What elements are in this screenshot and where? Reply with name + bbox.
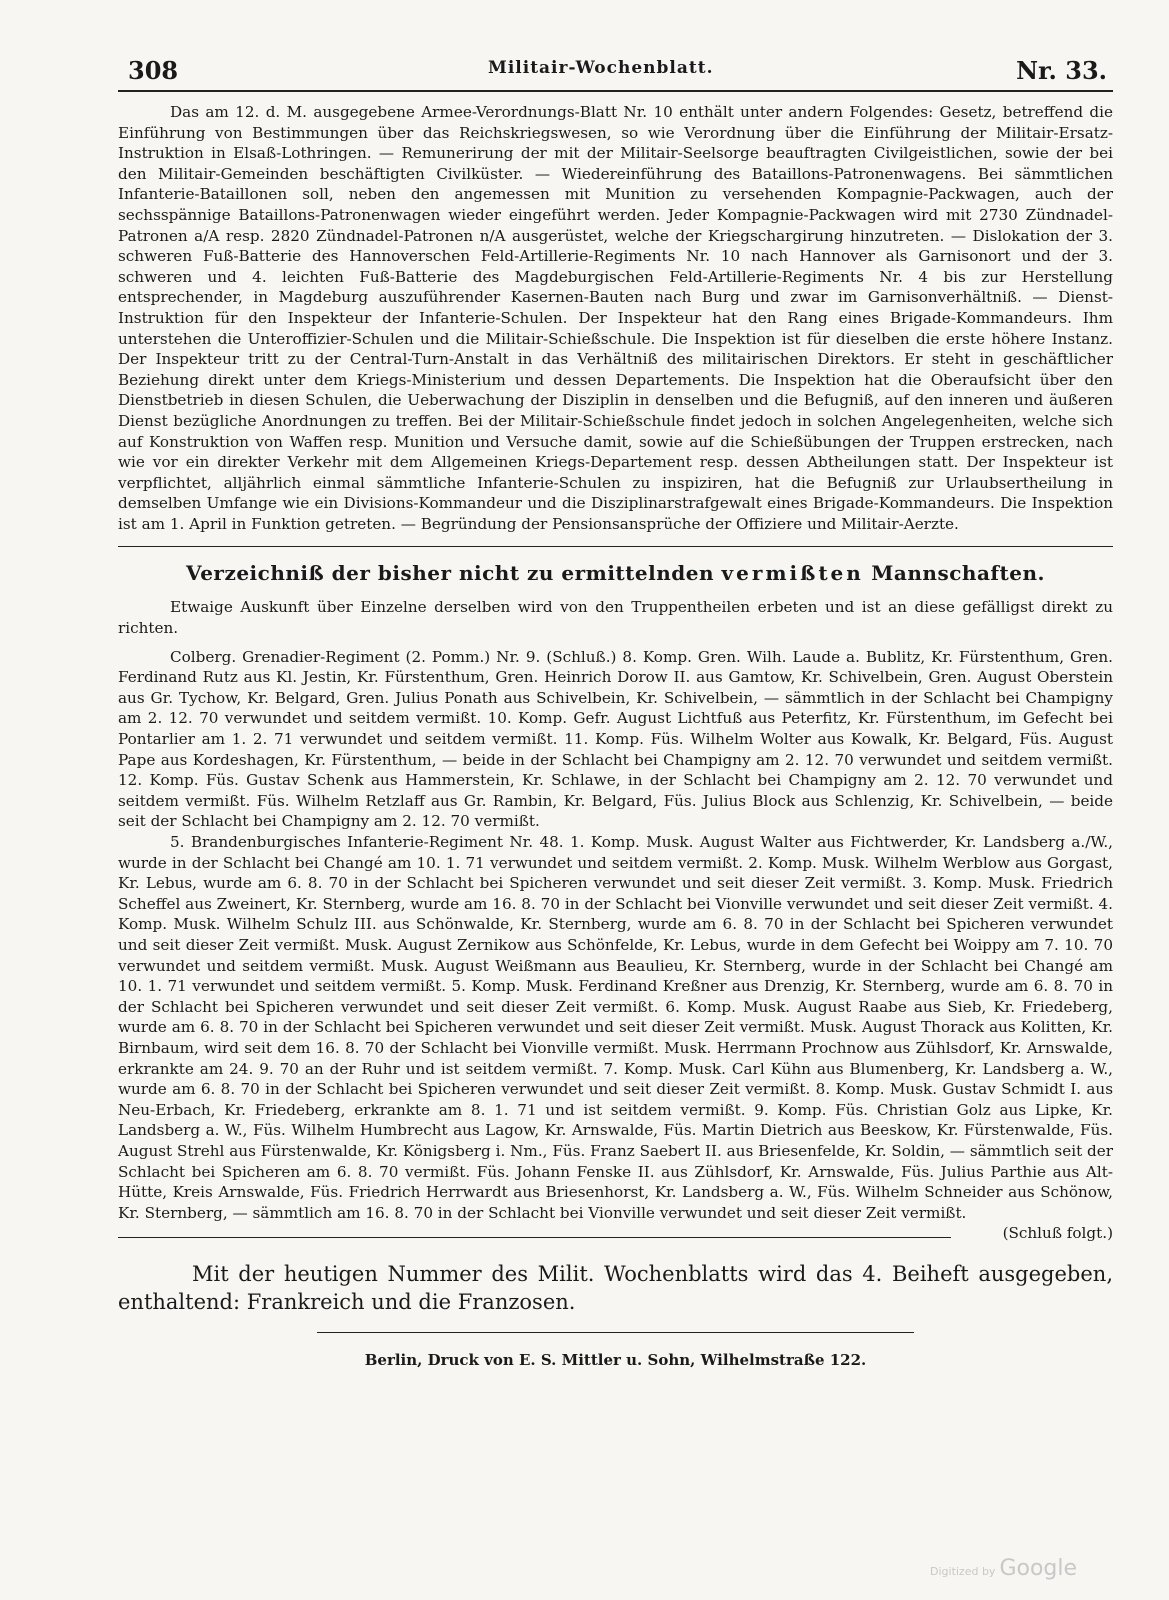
issue-number: Nr. 33.	[1016, 56, 1107, 85]
section-title-part3: Mannschaften.	[871, 561, 1045, 586]
announcement-divider	[118, 1237, 951, 1238]
supplement-announcement: Mit der heutigen Nummer des Milit. Wochenblatts wird das 4. Beiheft ausgegeben, enthaltend: Frankreich und die Franzosen.	[118, 1262, 1113, 1315]
running-head	[118, 44, 1113, 84]
printer-imprint: Berlin, Druck von E. S. Mittler u. Sohn, Wilhelmstraße 122.	[364, 1351, 867, 1370]
google-watermark	[930, 1556, 1077, 1581]
section-divider	[118, 546, 1113, 547]
watermark-brand: Google	[999, 1556, 1078, 1581]
colberg-regiment-paragraph: Colberg. Grenadier-Regiment (2. Pomm.) Nr. 9. (Schluß.) 8. Komp. Gren. Wilh. Laude a. Bublitz, Kr. Fürstenthum, Gren. Ferdinand Rutz aus Kl. Jestin, Kr. Fürstenthum, Gren. Heinrich Dorow II. aus Gamtow, Kr. Schivelbein, Gren. August Oberstein aus Gr. Tychow, Kr. Belgard, Gren. Julius Ponath aus Schivelbein, Kr. Schivelbein, — sämmtlich in der Schlacht bei Champigny am 2. 12. 70 verwundet und seitdem vermißt. 10. Komp. Gefr. August Lichtfuß aus Peterfitz, Kr. Fürstenthum, im Gefecht bei Pontarlier am 1. 2. 71 verwundet und seitdem vermißt. 11. Komp. Füs. Wilhelm Wolter aus Kowalk, Kr. Belgard, Füs. August Pape aus Kordeshagen, Kr. Fürstenthum, — beide in der Schlacht bei Champigny am 2. 12. 70 verwundet und seitdem vermißt. 12. Komp. Füs. Gustav Schenk aus Hammerstein, Kr. Schlawe, in der Schlacht bei Champigny am 2. 12. 70 verwundet und seitdem vermißt. Füs. Wilhelm Retzlaff aus Gr. Rambin, Kr. Belgard, Füs. Julius Block aus Schlenzig, Kr. Schivelbein, — beide seit der Schlacht bei Champigny am 2. 12. 70 vermißt.	[118, 647, 1113, 831]
header-rule	[118, 90, 1113, 92]
closing-note: (Schluß folgt.)	[1002, 1224, 1113, 1243]
brandenburg-regiment-paragraph	[118, 832, 1113, 1243]
newspaper-page	[118, 44, 1113, 1369]
imprint-divider	[317, 1332, 914, 1333]
section-intro: Etwaige Auskunft über Einzelne derselben wird von den Truppentheilen erbeten und ist an diese gefälligst direkt zu richten.	[118, 598, 1113, 638]
section-title-part2: vermißten	[721, 561, 864, 586]
page-number: 308	[128, 56, 179, 85]
army-ordinance-paragraph: Das am 12. d. M. ausgegebene Armee-Verordnungs-Blatt Nr. 10 enthält unter andern Folgendes: Gesetz, betreffend die Einführung von Bestimmungen über das Reichskriegswesen, so wie Verordnung über die Einführung der Militair-Ersatz-Instruktion in Elsaß-Lothringen. — Remunerirung der mit der Militair-Seelsorge beauftragten Civilgeistlichen, sowie der bei den Militair-Gemeinden beschäftigten Civilküster. — Wiedereinführung des Bataillons-Patronenwagens. Bei sämmtlichen Infanterie-Bataillonen soll, neben den angemessen mit Munition zu versehenden Kompagnie-Packwagen, auch der sechsspännige Bataillons-Patronenwagen wieder eingeführt werden. Jeder Kompagnie-Packwagen wird mit 2730 Zündnadel-Patronen a/A resp. 2820 Zündnadel-Patronen n/A ausgerüstet, welche der Kriegschargirung hinzutreten. — Dislokation der 3. schweren Fuß-Batterie des Hannoverschen Feld-Artillerie-Regiments Nr. 10 nach Hannover als Garnisonort und der 3. schweren und 4. leichten Fuß-Batterie des Magdeburgischen Feld-Artillerie-Regiments Nr. 4 bis zur Herstellung entsprechender, in Magdeburg auszuführender Kasernen-Bauten nach Burg und zwar im Garnisonverhältniß. — Dienst-Instruktion für den Inspekteur der Infanterie-Schulen. Der Inspekteur hat den Rang eines Brigade-Kommandeurs. Ihm unterstehen die Unteroffizier-Schulen und die Militair-Schießschule. Die Inspektion ist für dieselben die erste höhere Instanz. Der Inspekteur tritt zu der Central-Turn-Anstalt in das Verhältniß des militairischen Direktors. Er steht in geschäftlicher Beziehung direkt unter dem Kriegs-Ministerium und dessen Departements. Die Inspektion hat die Oberaufsicht über den Dienstbetrieb in diesen Schulen, die Ueberwachung der Disziplin in denselben und die Befugniß, auf den inneren und äußeren Dienst bezügliche Anordnungen zu treffen. Bei der Militair-Schießschule findet jedoch in solchen Angelegenheiten, welche sich auf Konstruktion von Waffen resp. Munition und Versuche damit, sowie auf die Schießübungen der Truppen erstrecken, nach wie vor ein direkter Verkehr mit dem Allgemeinen Kriegs-Departement resp. dessen Abtheilungen statt. Der Inspekteur ist verpflichtet, alljährlich einmal sämmtliche Infanterie-Schulen zu inspiziren, hat die Befugniß zur Urlaubsertheilung in demselben Umfange wie ein Divisions-Kommandeur und die Disziplinarstrafgewalt eines Brigade-Kommandeurs. Die Inspektion ist am 1. April in Funktion getreten. — Begründung der Pensionsansprüche der Offiziere und Militair-Aerzte.	[118, 103, 1113, 533]
brandenburg-regiment-text: 5. Brandenburgisches Infanterie-Regiment Nr. 48. 1. Komp. Musk. August Walter aus Fichtwerder, Kr. Landsberg a./W., wurde in der Schlacht bei Changé am 10. 1. 71 verwundet und seitdem vermißt. 2. Komp. Musk. Wilhelm Werblow aus Gorgast, Kr. Lebus, wurde am 6. 8. 70 in der Schlacht bei Spicheren verwundet und seit dieser Zeit vermißt. 3. Komp. Musk. Friedrich Scheffel aus Zweinert, Kr. Sternberg, wurde am 16. 8. 70 in der Schlacht bei Vionville verwundet und seit dieser Zeit vermißt. 4. Komp. Musk. Wilhelm Schulz III. aus Schönwalde, Kr. Sternberg, wurde am 6. 8. 70 in der Schlacht bei Spicheren verwundet und seit dieser Zeit vermißt. Musk. August Zernikow aus Schönfelde, Kr. Lebus, wurde in dem Gefecht bei Woippy am 7. 10. 70 verwundet und seitdem vermißt. Musk. August Weißmann aus Beaulieu, Kr. Sternberg, wurde in der Schlacht bei Changé am 10. 1. 71 verwundet und seitdem vermißt. 5. Komp. Musk. Ferdinand Kreßner aus Drenzig, Kr. Sternberg, wurde am 6. 8. 70 in der Schlacht bei Spicheren verwundet und seit dieser Zeit vermißt. 6. Komp. Musk. August Raabe aus Sieb, Kr. Friedeberg, wurde am 6. 8. 70 in der Schlacht bei Spicheren verwundet und seit dieser Zeit vermißt. Musk. August Thorack aus Kolitten, Kr. Birnbaum, wird seit dem 16. 8. 70 der Schlacht bei Vionville vermißt. Musk. Herrmann Prochnow aus Zühlsdorf, Kr. Arnswalde, erkrankte am 24. 9. 70 an der Ruhr und ist seitdem vermißt. 7. Komp. Musk. Carl Kühn aus Blumenberg, Kr. Landsberg a. W., wurde am 6. 8. 70 in der Schlacht bei Spicheren verwundet und seit dieser Zeit vermißt. 8. Komp. Musk. Gustav Schmidt I. aus Neu-Erbach, Kr. Friedeberg, erkrankte am 8. 1. 71 und ist seitdem vermißt. 9. Komp. Füs. Christian Golz aus Lipke, Kr. Landsberg a. W., Füs. Wilhelm Humbrecht aus Lagow, Kr. Arnswalde, Füs. Martin Dietrich aus Beeskow, Kr. Fürstenwalde, Füs. August Strehl aus Fürstenwalde, Kr. Königsberg i. Nm., Füs. Franz Saebert II. aus Briesenfelde, Kr. Soldin, — sämmtlich seit der Schlacht bei Spicheren am 6. 8. 70 vermißt. Füs. Johann Fenske II. aus Zühlsdorf, Kr. Arnswalde, Füs. Julius Parthie aus Alt-Hütte, Kreis Arnswalde, Füs. Friedrich Herrwardt aus Briesenhorst, Kr. Landsberg a. W., Füs. Wilhelm Schneider aus Schönow, Kr. Sternberg, — sämmtlich am 16. 8. 70 in der Schlacht bei Vionville verwundet und seit dieser Zeit vermißt.	[118, 833, 1113, 1222]
journal-title: Militair-Wochenblatt.	[488, 58, 714, 78]
section-title-part1: Verzeichniß der bisher nicht zu ermittelnden	[186, 561, 715, 586]
watermark-prefix: Digitized by	[930, 1565, 996, 1578]
section-title	[118, 561, 1113, 585]
